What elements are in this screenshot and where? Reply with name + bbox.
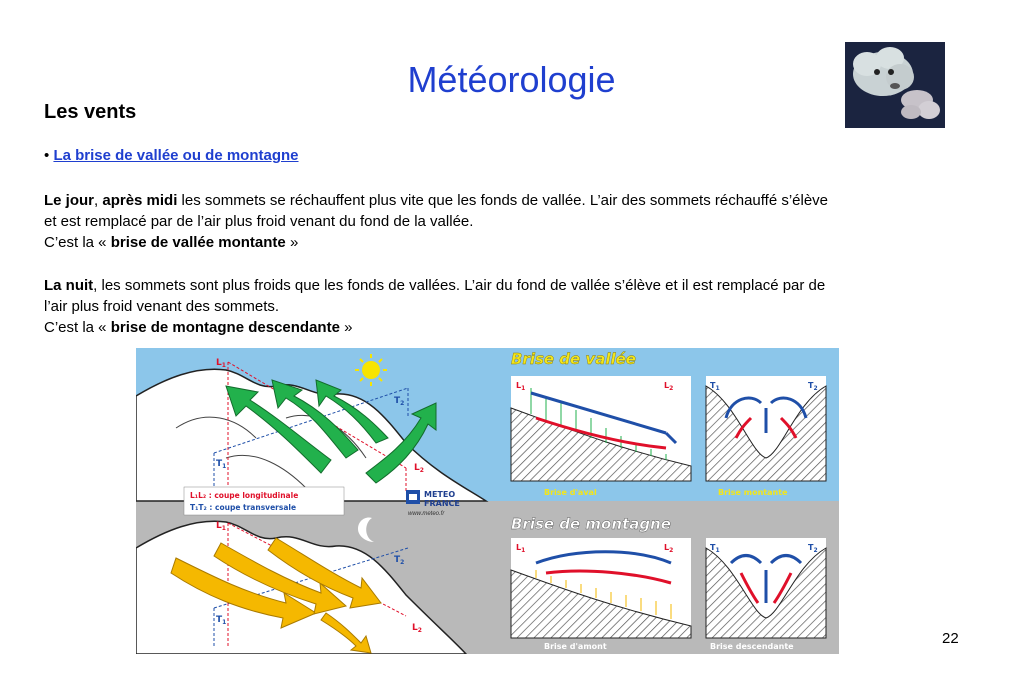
breeze-diagram [136, 348, 839, 654]
page-number: 22 [942, 630, 959, 647]
legend-transversal: T₁T₂ : coupe transversale [190, 503, 297, 512]
figure-legend [184, 487, 344, 515]
night-label-l2: $L_2$ [412, 623, 422, 634]
descendante-label-t2: $T_2$ [808, 543, 818, 554]
night-label-l1: $L_1$ [216, 521, 226, 532]
day-valley-panel [511, 376, 691, 497]
night-line2-pre: C’est la « [44, 319, 111, 336]
day-sep: , [94, 192, 103, 209]
night-text: , les sommets sont plus froids que les fonds de vallées. L’air du fond de vallée s’élève et il est remplacé par de l’air plus froid venant des sommets. [44, 277, 826, 315]
night-lead: La nuit [44, 277, 94, 294]
night-label-t2: $T_2$ [394, 555, 405, 566]
night-valley-panel [511, 538, 691, 651]
caption-montante: Brise montante [718, 488, 788, 497]
caption-aval: Brise d'aval [544, 488, 597, 497]
day-heading: Brise de vallée [511, 350, 636, 368]
night-line2-post: » [339, 319, 353, 336]
legend-longitudinal: L₁L₂ : coupe longitudinale [190, 491, 299, 500]
topic-link[interactable]: La brise de vallée ou de montagne [53, 147, 299, 164]
night-paragraph [44, 275, 844, 338]
logo-line-2: FRANCE [424, 499, 460, 508]
day-line2-post: » [285, 234, 299, 251]
day-lead: Le jour [44, 192, 95, 209]
descendante-label-t1: $T_1$ [710, 543, 720, 554]
day-line2-bold: brise de vallée montante [110, 234, 286, 251]
day-label-l1: $L_1$ [216, 358, 226, 369]
montante-label-t2: $T_2$ [808, 381, 818, 392]
day-text: les sommets se réchauffent plus vite que les fonds de vallée. L’air des sommets réchauffé s’élève et est remplacé par de l’air plus froid venant du fond de la vallée. [44, 192, 829, 230]
montante-label-t1: $T_1$ [710, 381, 720, 392]
day-label-t1: $T_1$ [216, 459, 227, 470]
day-slope-panel [706, 376, 826, 497]
aval-label-l1: $L_1$ [516, 381, 526, 392]
bullet-marker: • [44, 147, 50, 164]
amont-label-l1: $L_1$ [516, 543, 526, 554]
night-label-t1: $T_1$ [216, 615, 227, 626]
day-label-l2: $L_2$ [414, 463, 424, 474]
day-paragraph [44, 190, 844, 253]
night-line2-bold: brise de montagne descendante [110, 319, 340, 336]
day-lead-2: après midi [102, 192, 178, 209]
day-line2-pre: C’est la « [44, 234, 111, 251]
logo-url: www.meteo.fr [408, 511, 445, 517]
night-slope-panel [706, 538, 826, 651]
night-heading: Brise de montagne [511, 515, 671, 533]
logo-line-1: METEO [424, 490, 456, 499]
bullet-item [44, 147, 299, 164]
caption-descendante: Brise descendante [710, 642, 794, 651]
wind-cloud-icon [845, 42, 945, 128]
day-label-t2: $T_2$ [394, 396, 405, 407]
aval-label-l2: $L_2$ [664, 381, 674, 392]
caption-amont: Brise d'amont [544, 642, 607, 651]
amont-label-l2: $L_2$ [664, 543, 674, 554]
page-title: Météorologie [407, 59, 616, 100]
section-subtitle: Les vents [44, 101, 137, 123]
